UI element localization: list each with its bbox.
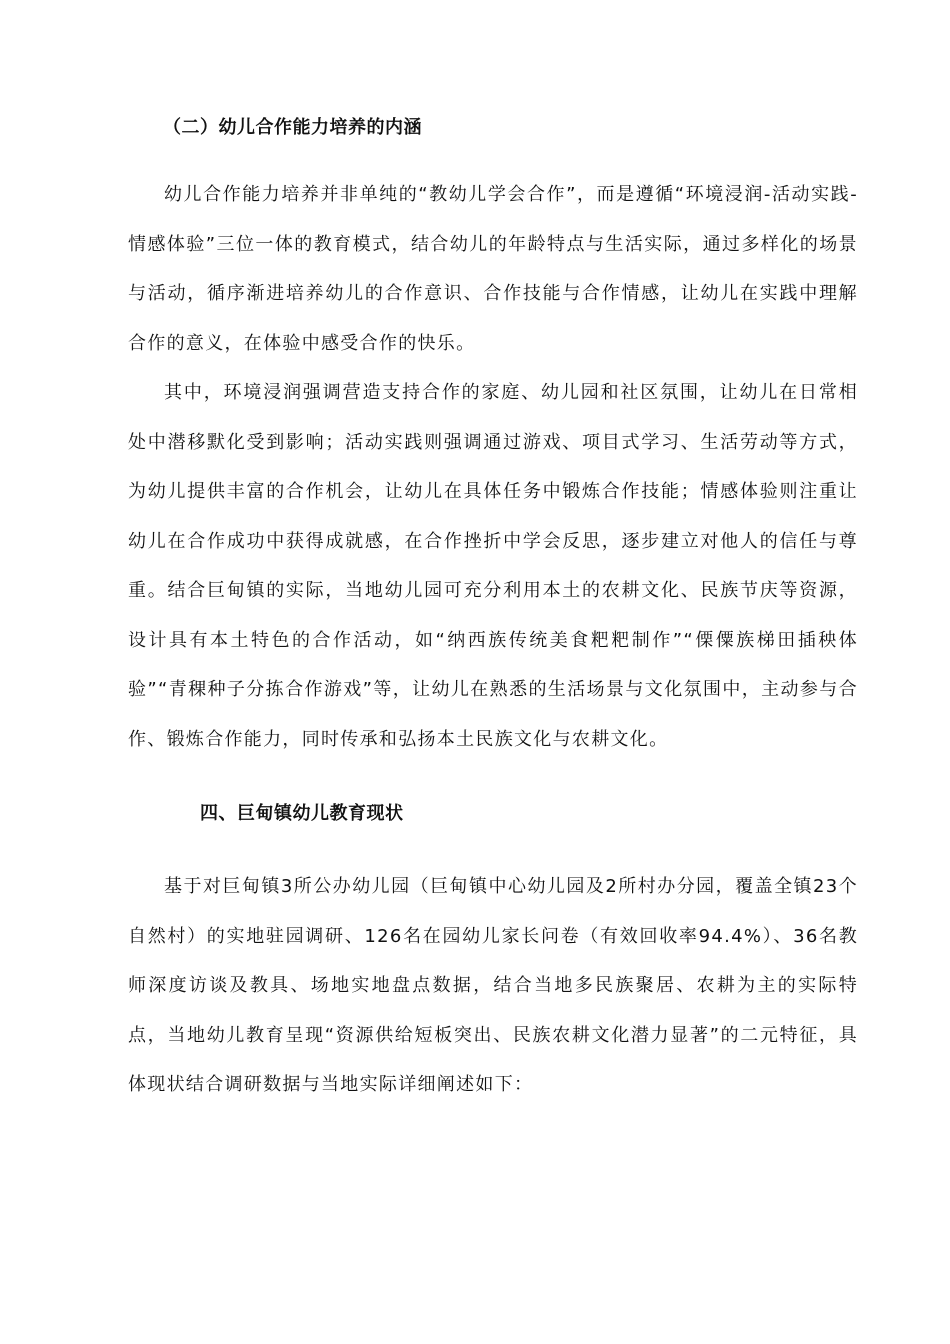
paragraph-cooperation-model: 幼儿合作能力培养并非单纯的“教幼儿学会合作”，而是遵循“环境浸润-活动实践-情感体验”三位一体的教育模式，结合幼儿的年龄特点与生活实际，通过多样化的场景与活动，循序渐进培养幼儿的合作意识、合作技能与合作情感，让幼儿在实践中理解合作的意义，在体验中感受合作的快乐。 [128, 184, 858, 354]
section-heading-cooperation-connotation: （二）幼儿合作能力培养的内涵 [163, 117, 422, 138]
paragraph-education-status: 基于对巨甸镇3所公办幼儿园（巨甸镇中心幼儿园及2所村办分园，覆盖全镇23个自然村）的实地驻园调研、126名在园幼儿家长问卷（有效回收率94.4%）、36名教师深度访谈及教具、场地实地盘点数据，结合当地多民族聚居、农耕为主的实际特点，当地幼儿教育呈现“资源供给短板突出、民族农耕文化潜力显著”的二元特征，具体现状结合调研数据与当地实际详细阐述如下： [128, 876, 858, 1095]
paragraph-cooperation-details: 其中，环境浸润强调营造支持合作的家庭、幼儿园和社区氛围，让幼儿在日常相处中潜移默化受到影响；活动实践则强调通过游戏、项目式学习、生活劳动等方式，为幼儿提供丰富的合作机会，让幼儿在具体任务中锻炼合作技能；情感体验则注重让幼儿在合作成功中获得成就感，在合作挫折中学会反思，逐步建立对他人的信任与尊重。结合巨甸镇的实际，当地幼儿园可充分利用本土的农耕文化、民族节庆等资源，设计具有本土特色的合作活动，如“纳西族传统美食粑粑制作”“傈僳族梯田插秧体验”“青稞种子分拣合作游戏”等，让幼儿在熟悉的生活场景与文化氛围中，主动参与合作、锻炼合作能力，同时传承和弘扬本土民族文化与农耕文化。 [128, 382, 858, 750]
section-heading-education-status: 四、巨甸镇幼儿教育现状 [200, 803, 404, 824]
